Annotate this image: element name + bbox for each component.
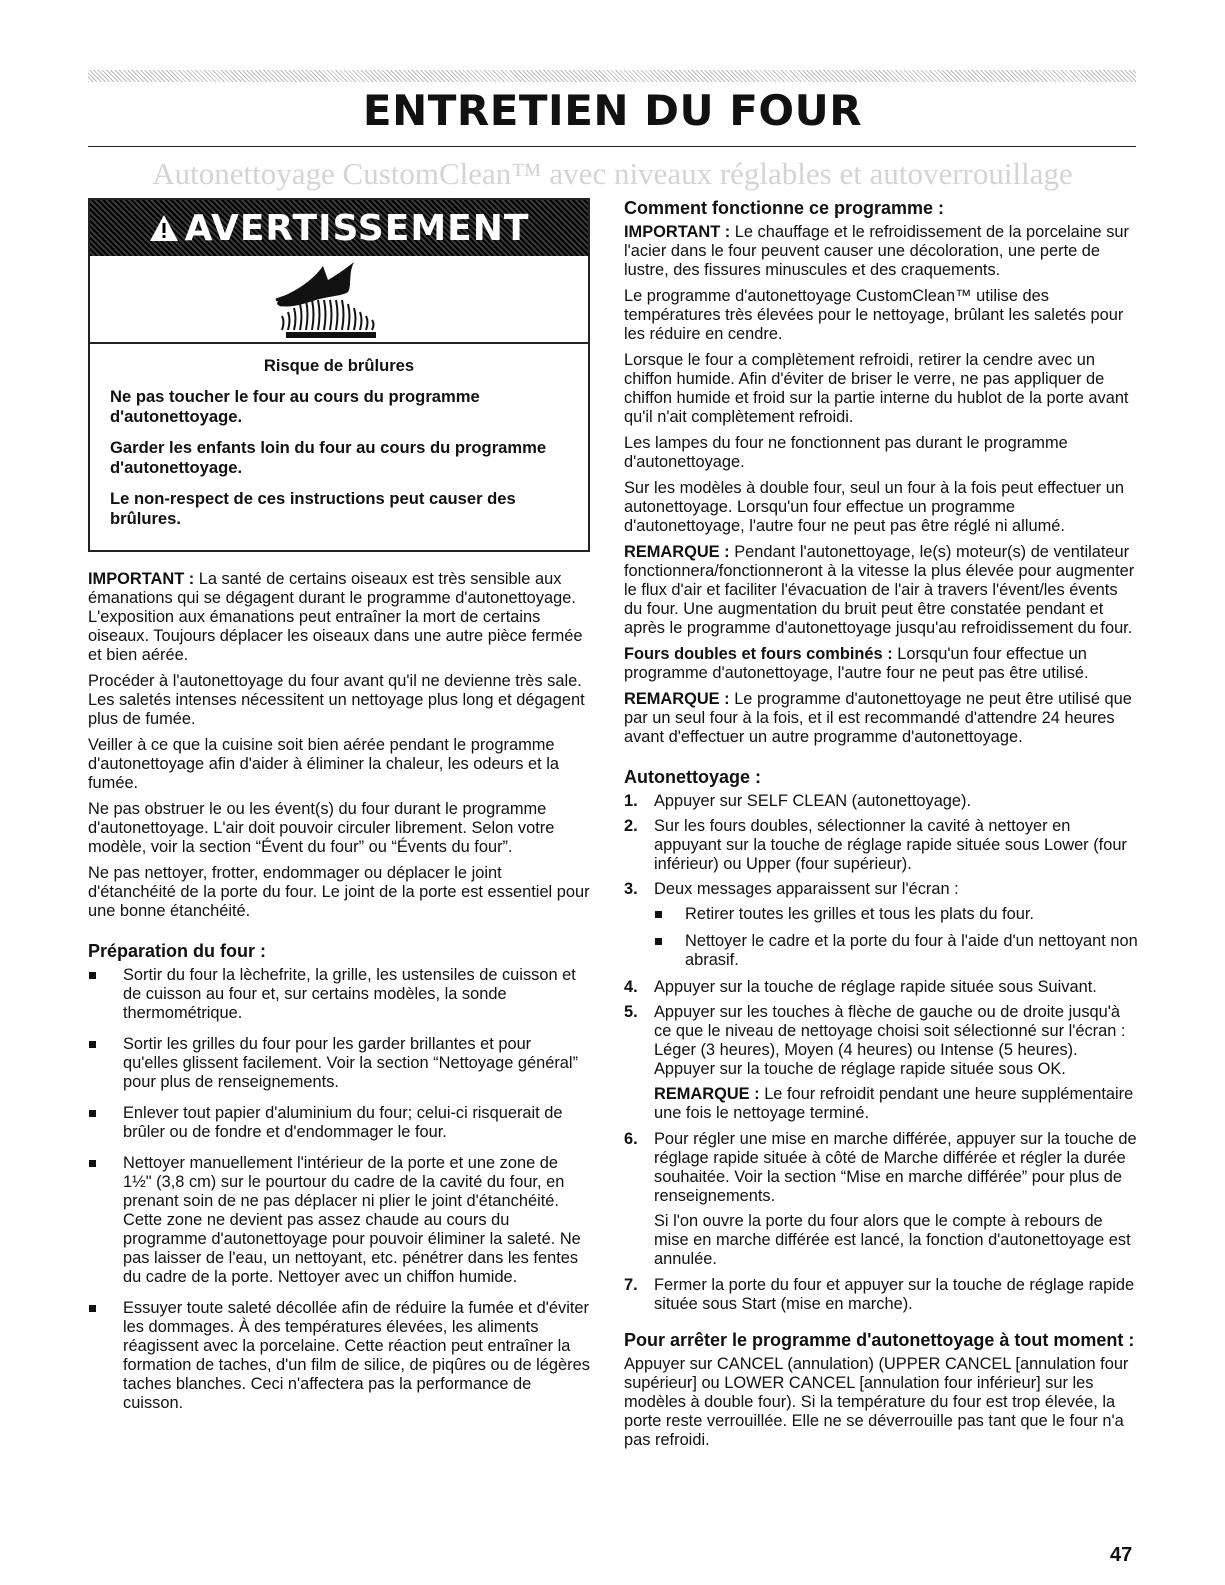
paragraph: Ne pas obstruer le ou les évent(s) du four durant le programme d'autonettoyage. L'air doit pouvoir circuler librement. Selon votre modèle, voir la section “Évent du four” ou “Évents du four”. <box>88 800 555 856</box>
important-label: IMPORTANT : <box>624 223 731 241</box>
list-item: Essuyer toute saleté décollée afin de réduire la fumée et d'éviter les dommages. À des températures élevées, les aliments réagissent avec la porcelaine. Cette réaction peut entraîner la formation de taches, d'un film de silice, de piqûres ou de légères taches blanches. Ceci n'affectera pas la performance de cuisson. <box>88 1299 590 1413</box>
page-title: ENTRETIEN DU FOUR <box>362 86 863 135</box>
step-item <box>624 978 1139 997</box>
step-number: 1. <box>624 792 638 810</box>
list-item: Sortir les grilles du four pour les garder brillantes et pour qu'elles glissent facilement. Voir la section “Nettoyage général” pour plus de renseignements. <box>88 1035 590 1092</box>
important-text: La santé de certains oiseaux est très sensible aux émanations qui se dégagent durant le programme d'autonettoyage. L'exposition aux émanations peut entraîner la mort de certains oiseaux. Toujours déplacer les oiseaux dans une autre pièce fermée et bien aérée. <box>88 570 583 664</box>
list-item: Nettoyer manuellement l'intérieur de la porte et une zone de 1½" (3,8 cm) sur le pourtour du cadre de la cavité du four, en prenant soin de ne pas déplacer ni plier le joint d'étanchéité. Cette zone ne devient pas assez chaude au cours du programme d'autonettoyage pour pouvoir éliminer la saleté. Ne pas laisser de l'eau, un nettoyant, etc. pénétrer dans les fentes du cadre de la porte. Nettoyer avec un chiffon humide. <box>88 1154 590 1287</box>
warning-header <box>90 200 588 256</box>
step-item <box>624 1003 1139 1123</box>
title-rule <box>88 146 1136 147</box>
step-note <box>654 1085 1139 1123</box>
paragraph: Ne pas nettoyer, frotter, endommager ou déplacer le joint d'étanchéité de la porte du four. Le joint de la porte est essentiel pour une bonne étanchéité. <box>88 864 590 920</box>
list-item: Retirer toutes les grilles et tous les plats du four. <box>654 905 1139 924</box>
list-item: Enlever tout papier d'aluminium du four; celui-ci risquerait de brûler ou de fondre et d'endommager le four. <box>88 1104 590 1142</box>
note-label: REMARQUE : <box>654 1085 760 1103</box>
note-label: REMARQUE : <box>624 690 730 708</box>
burn-hazard-icon <box>90 256 588 344</box>
important-label: IMPORTANT : <box>88 570 195 588</box>
step-number: 6. <box>624 1130 638 1148</box>
paragraph: Veiller à ce que la cuisine soit bien aérée pendant le programme d'autonettoyage afin d'aider à éliminer la chaleur, les odeurs et la fumée. <box>88 736 559 792</box>
paragraph: Appuyer sur CANCEL (annulation) (UPPER CANCEL [annulation four supérieur] ou LOWER CANCEL [annulation four inférieur] sur les modèles à double four). Si la température du four est trop élevée, la porte reste verrouillée. Elle ne se déverrouille pas tant que le four n'a pas refroidi. <box>624 1355 1129 1449</box>
warning-line: Ne pas toucher le four au cours du programme d'autonettoyage. <box>110 387 480 426</box>
warning-label: AVERTISSEMENT <box>184 207 530 249</box>
header-band <box>88 70 1136 82</box>
note-text: Le programme d'autonettoyage ne peut être utilisé que par un seul four à la fois, et il est recommandé d'attendre 24 heures avant d'effectuer un autre programme d'autonettoyage. <box>624 690 1132 746</box>
important-paragraph <box>88 570 590 665</box>
page-number: 47 <box>1110 1544 1133 1566</box>
step-number: 3. <box>624 880 638 898</box>
step-item <box>624 1130 1139 1269</box>
right-column <box>624 198 1139 1457</box>
prep-list <box>88 966 590 1413</box>
paragraph: Sur les modèles à double four, seul un four à la fois peut effectuer un autonettoyage. Lorsqu'un four effectue un programme d'autonettoyage, l'autre four ne peut pas être réglé ni allumé. <box>624 479 1124 535</box>
step-number: 7. <box>624 1276 638 1294</box>
step-sublist <box>654 905 1139 970</box>
list-item: Sortir du four la lèchefrite, la grille, les ustensiles de cuisson et de cuisson au four et, sur certains modèles, la sonde thermométrique. <box>88 966 590 1023</box>
step-item <box>624 880 1139 970</box>
note-paragraph <box>624 543 1139 638</box>
paragraph: Lorsque le four a complètement refroidi, retirer la cendre avec un chiffon humide. Afin d'éviter de briser le verre, ne pas appliquer de chiffon humide et froid sur la partie interne du hublot de la porte avant qu'il n'ait complètement refroidi. <box>624 351 1129 426</box>
paragraph: Le programme d'autonettoyage CustomClean™ utilise des températures très élevées pour le nettoyage, brûlant les saletés pour les réduire en cendre. <box>624 287 1124 343</box>
double-oven-text: Lorsqu'un four effectue un programme d'autonettoyage, l'autre four ne peut pas être utilisé. <box>624 645 1089 682</box>
paragraph: Procéder à l'autonettoyage du four avant qu'il ne devienne très sale. Les saletés intenses nécessitent un nettoyage plus long et dégagent plus de fumée. <box>88 672 585 728</box>
left-column <box>88 198 590 1425</box>
note-text: Le four refroidit pendant une heure supplémentaire une fois le nettoyage terminé. <box>654 1085 1134 1122</box>
step-number: 4. <box>624 978 638 996</box>
how-heading: Comment fonctionne ce programme : <box>624 198 945 218</box>
double-oven-label: Fours doubles et fours combinés : <box>624 645 893 663</box>
step-item <box>624 1276 1139 1314</box>
step-text: Appuyer sur la touche de réglage rapide située sous Suivant. <box>654 978 1097 996</box>
warning-line: Garder les enfants loin du four au cours du programme d'autonettoyage. <box>110 438 547 477</box>
step-number: 2. <box>624 817 638 835</box>
warning-triangle-icon <box>149 214 179 242</box>
important-paragraph <box>624 223 1139 280</box>
warning-line: Le non-respect de ces instructions peut causer des brûlures. <box>110 489 516 528</box>
step-text: Fermer la porte du four et appuyer sur la touche de réglage rapide située sous Start (mise en marche). <box>654 1276 1135 1313</box>
paragraph: Les lampes du four ne fonctionnent pas durant le programme d'autonettoyage. <box>624 434 1068 471</box>
warning-body <box>90 344 588 550</box>
important-text: Le chauffage et le refroidissement de la porcelaine sur l'acier dans le four peuvent causer une décoloration, une perte de lustre, des fissures minuscules et des craquements. <box>624 223 1129 279</box>
list-item: Nettoyer le cadre et la porte du four à l'aide d'un nettoyant non abrasif. <box>654 932 1139 970</box>
warning-heading: Risque de brûlures <box>263 356 415 375</box>
autoclean-heading: Autonettoyage : <box>624 767 761 787</box>
step-text: Sur les fours doubles, sélectionner la cavité à nettoyer en appuyant sur la touche de réglage rapide située sous Lower (four inférieur) ou Upper (four supérieur). <box>654 817 1127 873</box>
section-subtitle: Autonettoyage CustomClean™ avec niveaux réglables et autoverrouillage <box>152 156 1073 191</box>
stop-heading: Pour arrêter le programme d'autonettoyage à tout moment : <box>624 1330 1135 1350</box>
double-oven-paragraph <box>624 645 1139 683</box>
step-extra: Si l'on ouvre la porte du four alors que le compte à rebours de mise en marche différée est lancé, la fonction d'autonettoyage est annulée. <box>654 1212 1131 1268</box>
step-text: Appuyer sur SELF CLEAN (autonettoyage). <box>654 792 972 810</box>
step-text: Pour régler une mise en marche différée, appuyer sur la touche de réglage rapide située à côté de Marche différée et régler la durée souhaitée. Voir la section “Mise en marche différée” pour plus de renseignements. <box>654 1130 1137 1205</box>
note-paragraph <box>624 690 1139 747</box>
note-text: Pendant l'autonettoyage, le(s) moteur(s) de ventilateur fonctionnera/fonctionneront à la vitesse la plus élevée pour augmenter le flux d'air et faciliter l'évacuation de l'air à travers l'évent/les évents du four. Une augmentation du bruit peut être constatée pendant et après le programme d'autonettoyage jusqu'au refroidissement du four. <box>624 543 1135 637</box>
note-label: REMARQUE : <box>624 543 730 561</box>
warning-box <box>88 198 590 552</box>
step-item <box>624 792 1139 811</box>
step-item <box>624 817 1139 874</box>
steps-list <box>624 792 1139 1314</box>
step-text: Appuyer sur les touches à flèche de gauche ou de droite jusqu'à ce que le niveau de nettoyage choisi soit sélectionné sur l'écran : Léger (3 heures), Moyen (4 heures) ou Intense (5 heures). Appuyer sur la touche de réglage rapide située sous OK. <box>654 1003 1126 1078</box>
prep-heading: Préparation du four : <box>88 941 267 961</box>
step-number: 5. <box>624 1003 638 1021</box>
step-text: Deux messages apparaissent sur l'écran : <box>654 880 959 898</box>
